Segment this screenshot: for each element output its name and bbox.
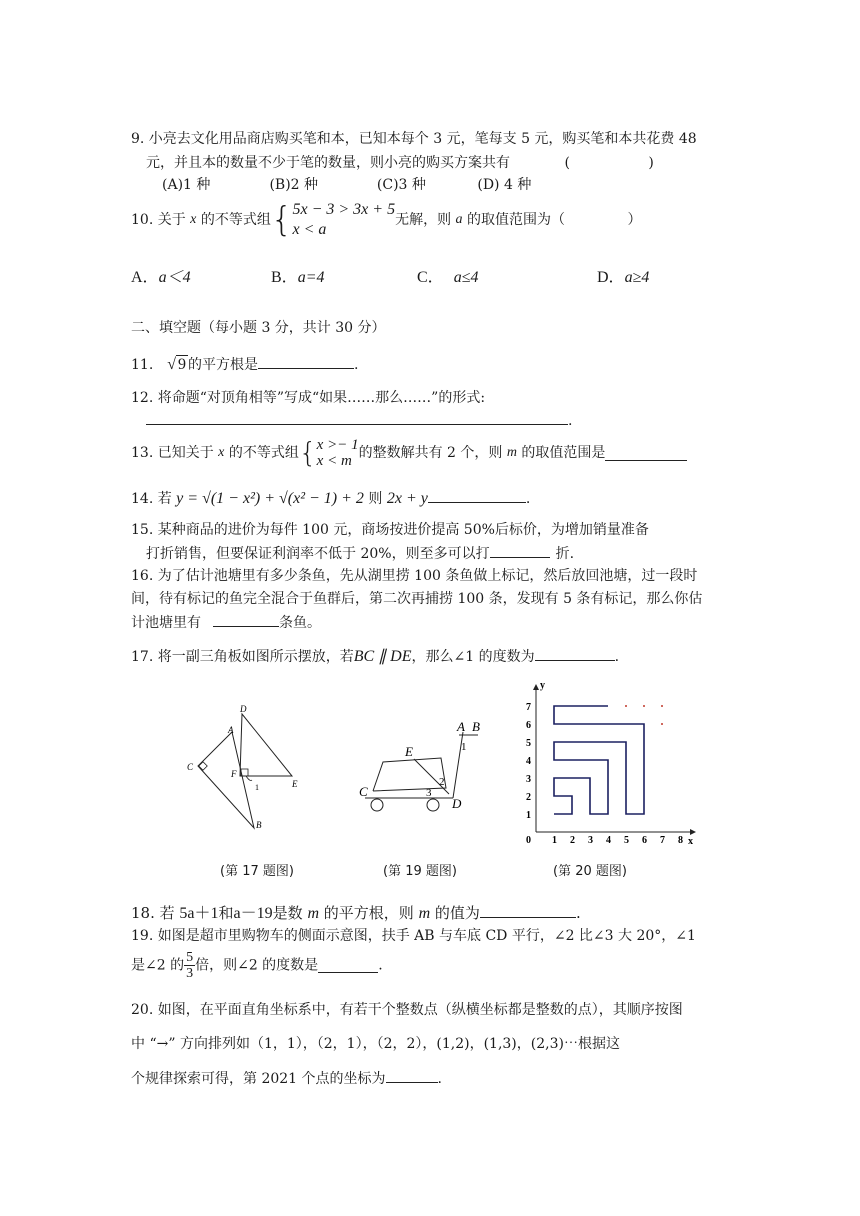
q10-line bbox=[131, 200, 641, 252]
q10-num: 10. 关于 bbox=[131, 212, 186, 228]
q10-option-b-label: B． bbox=[271, 269, 298, 286]
q10-after: 无解，则 bbox=[395, 212, 452, 228]
fig20-origin: 0 bbox=[526, 835, 531, 846]
q11-blank bbox=[258, 354, 354, 369]
q15-line1: 15. 某种商品的进价为每件 100 元，商场按进价提高 50%后标价，为增加销量准备 bbox=[131, 522, 649, 538]
fig20-dot bbox=[661, 705, 663, 707]
fig20-label-y: y bbox=[540, 680, 545, 691]
q16-text: 计池塘里有 bbox=[131, 615, 201, 631]
q9-answer-paren-close: ) bbox=[648, 155, 654, 171]
q18-end: . bbox=[575, 904, 581, 922]
q19-pre: 是∠2 的 bbox=[131, 957, 185, 974]
q16-end: 条鱼。 bbox=[279, 615, 321, 631]
q11-radicand: 9 bbox=[178, 356, 187, 373]
fig20-spiral-path bbox=[554, 706, 644, 814]
q16-line3 bbox=[131, 612, 321, 633]
q18-pre: 18. 若 bbox=[131, 904, 175, 922]
q12-line1: 12. 将命题“对顶角相等”写成“如果……那么……”的形式: bbox=[131, 390, 486, 406]
fig19-label-3: 3 bbox=[426, 787, 432, 799]
fig20-ytick-5: 5 bbox=[526, 738, 531, 749]
q9-options bbox=[162, 175, 531, 195]
q18-var-m: m bbox=[307, 905, 319, 922]
fig20-dot bbox=[625, 705, 627, 707]
q10-system-row2: x < a bbox=[292, 221, 327, 238]
fig20-xtick-6: 6 bbox=[642, 835, 647, 846]
q9-option-b: (B)2 种 bbox=[269, 177, 319, 193]
fig20-xtick-7: 7 bbox=[660, 835, 665, 846]
q18-and: 和 bbox=[218, 904, 234, 922]
section-heading: 二、填空题（每小题 3 分，共计 30 分） bbox=[131, 320, 386, 336]
q20-line2: 中 “→” 方向排列如（1，1），（2，1），（2，2），(1,2)，(1,3)，(2,3)⋯根据这 bbox=[131, 1036, 620, 1052]
fig20-xtick-2: 2 bbox=[570, 835, 575, 846]
fig20-ytick-2: 2 bbox=[526, 792, 531, 803]
fig17-label-1: 1 bbox=[255, 783, 259, 792]
q19-post: 倍，则∠2 的度数是 bbox=[195, 957, 319, 974]
fig20-y-arrow bbox=[533, 684, 539, 690]
q19-blank bbox=[318, 958, 378, 973]
fig20-label-x: x bbox=[688, 836, 693, 847]
fig19-label-2: 2 bbox=[439, 776, 445, 788]
q10-option-c-label: C． bbox=[417, 269, 444, 286]
q14-expr: y = √(1 − x²) + √(x² − 1) + 2 bbox=[176, 490, 364, 507]
fig19-basket bbox=[373, 758, 446, 791]
q18-tail: 的值为 bbox=[434, 904, 480, 922]
q20-text: 个规律探索可得，第 2021 个点的坐标为 bbox=[131, 1071, 386, 1087]
fig20-xticks bbox=[552, 835, 683, 846]
q10-option-d: a≥4 bbox=[624, 269, 650, 286]
q10-mid: 的不等式组 bbox=[200, 212, 271, 228]
fig20-ytick-7: 7 bbox=[526, 702, 531, 713]
q14-line bbox=[131, 488, 530, 509]
q13-post: 的整数解共有 2 个，则 bbox=[358, 445, 503, 461]
q19-denominator: 3 bbox=[186, 966, 194, 981]
q12-line2 bbox=[146, 410, 572, 431]
fig17-label-e: E bbox=[292, 779, 298, 789]
q18-line bbox=[131, 903, 581, 924]
fig20-ytick-3: 3 bbox=[526, 774, 531, 785]
q12-end: . bbox=[568, 413, 573, 429]
fig17-caption: (第 17 题图) bbox=[220, 864, 294, 879]
q20-line3 bbox=[131, 1068, 442, 1089]
q13-var-x: x bbox=[218, 445, 225, 460]
q18-expr1: 5a＋1 bbox=[179, 905, 219, 922]
q10-system-row1: 5x − 3 > 3x + 5 bbox=[292, 201, 396, 218]
q11-num: 11. bbox=[131, 357, 154, 373]
fig20-yticks bbox=[526, 702, 531, 821]
q13-brace: { bbox=[298, 436, 317, 469]
q20-line1: 20. 如图，在平面直角坐标系中，有若干个整数点（纵横坐标都是整数的点），其顺序按图 bbox=[131, 1002, 683, 1018]
q13-blank bbox=[605, 446, 687, 461]
q19-line1: 19. 如图是超市里购物车的侧面示意图，扶手 AB 与车底 CD 平行，∠2 比∠3 大 20°，∠1 bbox=[131, 928, 696, 944]
q13-line bbox=[131, 436, 687, 472]
fig20-xtick-4: 4 bbox=[606, 835, 611, 846]
q9-option-d: (D) 4 种 bbox=[477, 177, 532, 193]
q9-answer-paren-open: ( bbox=[564, 155, 570, 171]
fig17-label-d: D bbox=[240, 704, 247, 714]
q18-blank bbox=[480, 903, 576, 918]
q15-line2 bbox=[146, 543, 574, 564]
fig19-label-a: A bbox=[457, 719, 465, 734]
q9-line1: 9. 小亮去文化用品商店购买笔和本，已知本每个 3 元，笔每支 5 元，购买笔和本共花费 48 bbox=[131, 131, 697, 147]
fig20-xtick-3: 3 bbox=[588, 835, 593, 846]
q13-var-m: m bbox=[506, 445, 517, 460]
fig17-label-b: B bbox=[256, 820, 262, 830]
q17-mid: ，那么∠1 的度数为 bbox=[411, 649, 535, 665]
q11-line bbox=[131, 354, 359, 375]
figure-17 bbox=[180, 700, 320, 835]
q10-option-d-label: D． bbox=[597, 269, 625, 286]
fig20-extra-dots bbox=[625, 705, 663, 725]
q20-blank bbox=[386, 1068, 438, 1083]
q18-mid2: 的平方根，则 bbox=[323, 904, 414, 922]
q16-blank bbox=[213, 612, 279, 627]
q10-tail: 的取值范围为（ bbox=[466, 212, 565, 228]
q16-line1: 16. 为了估计池塘里有多少条鱼，先从湖里捞 100 条鱼做上标记，然后放回池塘，过一段时 bbox=[131, 568, 698, 584]
figure-19 bbox=[355, 718, 495, 818]
q10-option-b: a=4 bbox=[297, 269, 325, 286]
fig20-ytick-4: 4 bbox=[526, 756, 531, 767]
q14-end: . bbox=[525, 491, 531, 507]
q10-option-a-label: A． bbox=[131, 269, 159, 286]
q17-blank bbox=[535, 646, 615, 661]
q19-end: . bbox=[378, 957, 383, 974]
fig19-label-1: 1 bbox=[461, 741, 467, 753]
q17-pre: 17. 将一副三角板如图所示摆放，若 bbox=[131, 649, 354, 665]
fig19-label-c: C bbox=[359, 784, 368, 799]
fig20-dot bbox=[643, 705, 645, 707]
fig20-dot bbox=[661, 723, 663, 725]
q10-var-a: a bbox=[455, 212, 463, 227]
fig20-x-arrow bbox=[690, 829, 696, 835]
q18-expr2: a－19 bbox=[233, 905, 273, 922]
fig19-wheel-left bbox=[371, 799, 383, 811]
q10-brace: { bbox=[270, 200, 293, 240]
q13-system-row1: x >− 1 bbox=[316, 437, 359, 453]
q13-tail: 的取值范围是 bbox=[521, 445, 606, 461]
q15-end: 折. bbox=[555, 546, 575, 562]
fig17-label-a: A bbox=[228, 725, 234, 735]
q15-text: 打折销售，但要保证利润率不低于 20%，则至多可以打 bbox=[146, 546, 490, 562]
fig17-triangle-def bbox=[240, 714, 292, 776]
fig19-wheel-right bbox=[427, 799, 439, 811]
fig17-angle1-arc bbox=[246, 776, 252, 781]
fig19-label-d: D bbox=[452, 796, 462, 811]
fig17-triangle-abc bbox=[198, 732, 254, 828]
fig20-caption: (第 20 题图) bbox=[553, 864, 627, 879]
fig19-label-b: B bbox=[472, 719, 480, 734]
q13-pre: 13. 已知关于 bbox=[131, 445, 214, 461]
q13-system bbox=[317, 437, 359, 469]
q17-cond: BC ∥ DE bbox=[353, 648, 412, 665]
q13-system-row2: x < m bbox=[316, 453, 352, 469]
q10-close: ） bbox=[627, 212, 642, 228]
q14-mid: 则 bbox=[368, 491, 383, 507]
figure-20 bbox=[518, 680, 698, 850]
q9-option-c: (C)3 种 bbox=[376, 177, 426, 193]
q12-blank bbox=[146, 410, 568, 425]
q19-numerator: 5 bbox=[186, 950, 194, 965]
q11-sqrt: √ 9 bbox=[167, 356, 187, 373]
q20-end: . bbox=[437, 1071, 442, 1087]
q15-blank bbox=[490, 543, 550, 558]
q10-option-a: a＜4 bbox=[158, 269, 191, 286]
q17-end: . bbox=[614, 649, 620, 665]
fig19-caption: (第 19 题图) bbox=[383, 864, 457, 879]
fig20-ytick-1: 1 bbox=[526, 810, 531, 821]
fig20-xtick-5: 5 bbox=[624, 835, 629, 846]
q14-expr2: 2x + y bbox=[386, 490, 428, 507]
q10-option-c: a≤4 bbox=[453, 269, 479, 286]
q10-system bbox=[292, 200, 395, 240]
q9-text: 元，并且本的数量不少于笔的数量，则小亮的购买方案共有 bbox=[146, 155, 510, 171]
q16-line2: 间，待有标记的鱼完全混合于鱼群后，第二次再捕捞 100 条，发现有 5 条有标记，那么你估 bbox=[131, 591, 703, 607]
fig19-label-e: E bbox=[405, 744, 413, 759]
q14-pre: 14. 若 bbox=[131, 491, 172, 507]
fig17-label-c: C bbox=[187, 762, 194, 772]
q17-line bbox=[131, 646, 619, 667]
q9-option-a: (A)1 种 bbox=[162, 177, 211, 193]
q11-end: . bbox=[354, 357, 359, 373]
fig20-xtick-8: 8 bbox=[678, 835, 683, 846]
q13-mid: 的不等式组 bbox=[228, 445, 299, 461]
q18-var-m2: m bbox=[418, 905, 431, 922]
q10-var-x: x bbox=[190, 212, 197, 227]
q11-text: 的平方根是 bbox=[188, 357, 259, 373]
fig20-xtick-1: 1 bbox=[552, 835, 557, 846]
q9-line2 bbox=[146, 153, 654, 173]
fig17-label-f: F bbox=[231, 769, 237, 779]
q18-mid: 是数 bbox=[272, 904, 303, 922]
q19-fraction bbox=[184, 950, 195, 981]
q19-line2 bbox=[131, 950, 383, 986]
q10-options bbox=[131, 268, 649, 288]
fig20-ytick-6: 6 bbox=[526, 720, 531, 731]
q14-blank bbox=[428, 488, 526, 503]
